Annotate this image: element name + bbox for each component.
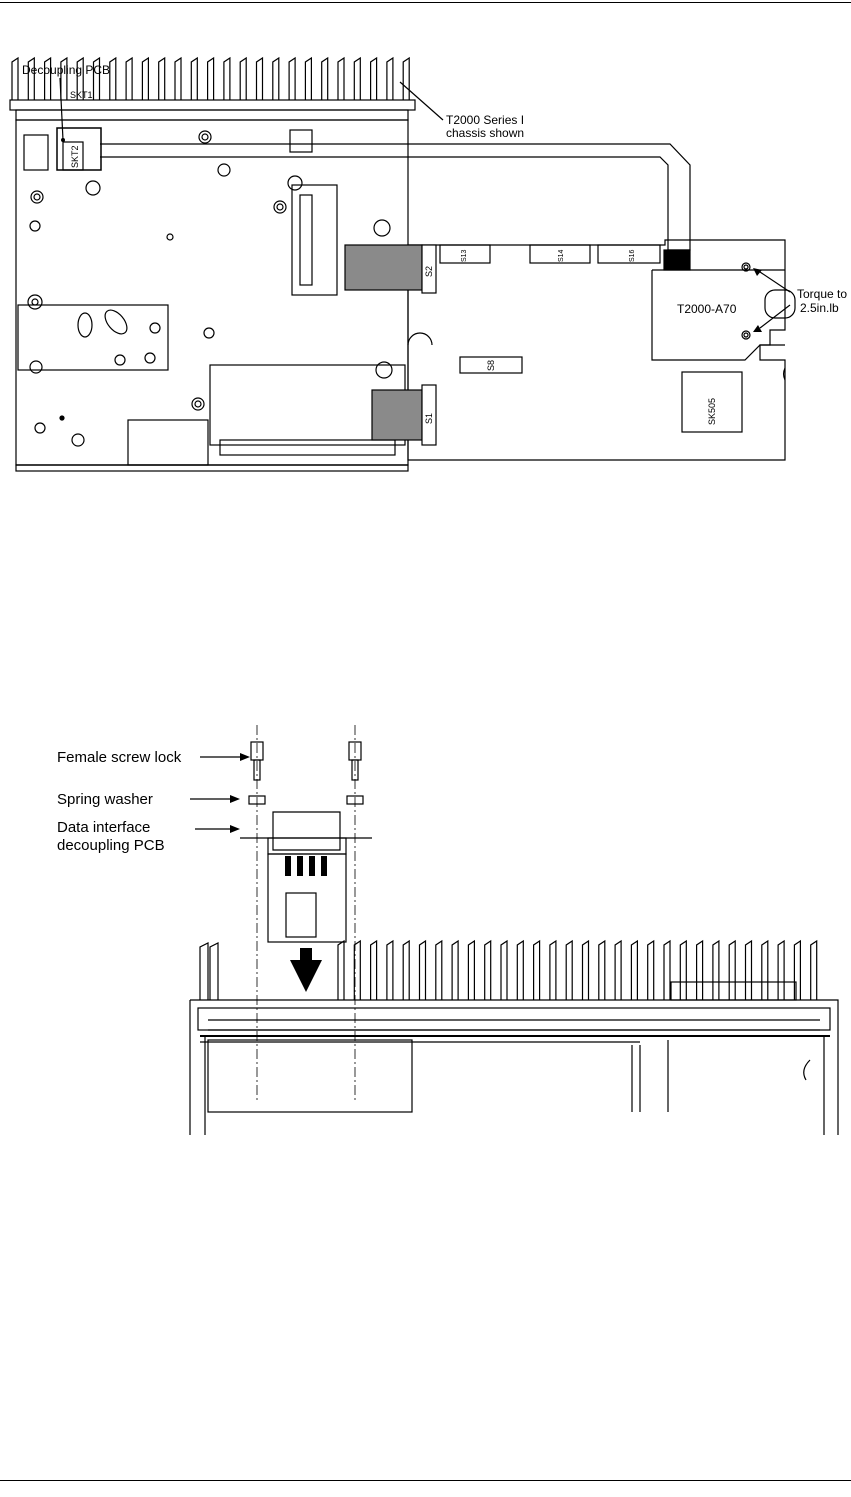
heatsink-fin: [175, 58, 181, 100]
heatsink-fin: [224, 58, 230, 100]
heatsink-fin: [159, 58, 165, 100]
a70-board-label: T2000-A70: [677, 302, 737, 316]
chassis-note-line2: chassis shown: [446, 126, 525, 140]
heatsink-fin: [452, 941, 458, 1000]
figure-chassis-top-view: [0, 0, 851, 500]
heatsink-fin: [403, 58, 409, 100]
heatsink-fin: [371, 58, 377, 100]
s13-label: S13: [461, 249, 468, 262]
s16-label: S16: [629, 249, 636, 262]
heatsink-fin: [436, 941, 442, 1000]
heatsink-fin: [599, 941, 605, 1000]
female-screw-lock-label: Female screw lock: [57, 749, 182, 766]
heatsink-fin: [305, 58, 311, 100]
d-connector: [273, 812, 340, 850]
heatsink-fin: [713, 941, 719, 1000]
heatsink-fin: [794, 941, 800, 1000]
heatsink-fin: [485, 941, 491, 1000]
skt1-label: SKT1: [70, 90, 93, 100]
heatsink-fin: [550, 941, 556, 1000]
heatsink-fin: [664, 941, 670, 1000]
s14-label: S14: [558, 249, 565, 262]
heatsink-fin: [468, 941, 474, 1000]
heatsink-fin: [648, 941, 654, 1000]
heatsink-fins-lower: [200, 941, 817, 1000]
skt2-label: SKT2: [70, 145, 80, 168]
heatsink-fin: [746, 941, 752, 1000]
heatsink-fin: [534, 941, 540, 1000]
right-spring-washer: [347, 796, 363, 804]
left-spring-washer: [249, 796, 265, 804]
heatsink-fin: [142, 58, 148, 100]
heatsink-fin: [289, 58, 295, 100]
heatsink-fin: [354, 941, 360, 1000]
heatsink-fin: [273, 58, 279, 100]
right-screw-lock: [349, 742, 361, 780]
heatsink-fin: [403, 941, 409, 1000]
heatsink-fin: [354, 58, 360, 100]
heatsink-fin: [762, 941, 768, 1000]
torque-note-line2: 2.5in.lb: [800, 301, 839, 315]
heatsink-fin: [631, 941, 637, 1000]
data-interface-label-line1: Data interface: [57, 819, 151, 836]
heatsink-fin: [371, 941, 377, 1000]
s2-label: S2: [424, 265, 434, 277]
heatsink-fin: [191, 58, 197, 100]
heatsink-fin: [200, 943, 208, 1000]
chassis-note-line1: T2000 Series I: [446, 113, 525, 127]
heatsink-fin: [778, 941, 784, 1000]
heatsink-fin: [517, 941, 523, 1000]
heatsink-fin: [697, 941, 703, 1000]
torque-note-line1: Torque to: [797, 287, 848, 301]
left-screw-lock: [251, 742, 263, 780]
heatsink-fin: [12, 58, 18, 100]
chassis-body: [16, 120, 408, 465]
s2-ribbon: [345, 245, 422, 290]
heatsink-fin: [126, 58, 132, 100]
heatsink-fin: [583, 941, 589, 1000]
data-interface-label-line2: decoupling PCB: [57, 837, 165, 854]
heatsink-fin: [338, 941, 344, 1000]
insert-direction-arrow: [290, 960, 322, 992]
heatsink-fin: [240, 58, 246, 100]
flex-cable: [100, 144, 690, 250]
bottom-rule: [0, 1480, 851, 1481]
decoupling-pcb-body: [268, 854, 346, 942]
s1-ribbon: [372, 390, 422, 440]
heatsink-fin: [387, 941, 393, 1000]
heatsink-fin: [680, 941, 686, 1000]
heatsink-fin: [811, 941, 817, 1000]
decoupling-pcb-label: Decoupling PCB: [22, 63, 111, 77]
heatsink-fin: [110, 58, 116, 100]
heatsink-fin: [322, 58, 328, 100]
s8-label: S8: [486, 359, 496, 371]
heatsink-fin: [338, 58, 344, 100]
heatsink-fin: [257, 58, 263, 100]
heatsink-fin: [729, 941, 735, 1000]
sk505-label: SK505: [707, 397, 717, 425]
heatsink-fin: [501, 941, 507, 1000]
heatsink-fin: [208, 58, 214, 100]
heatsink-fin: [387, 58, 393, 100]
spring-washer-label: Spring washer: [57, 791, 153, 808]
heatsink-fin: [566, 941, 572, 1000]
s1-label: S1: [424, 412, 434, 424]
heatsink-fin: [210, 943, 218, 1000]
heatsink-fin: [420, 941, 426, 1000]
heatsink-fin: [615, 941, 621, 1000]
a70-board-outline: [408, 240, 785, 460]
